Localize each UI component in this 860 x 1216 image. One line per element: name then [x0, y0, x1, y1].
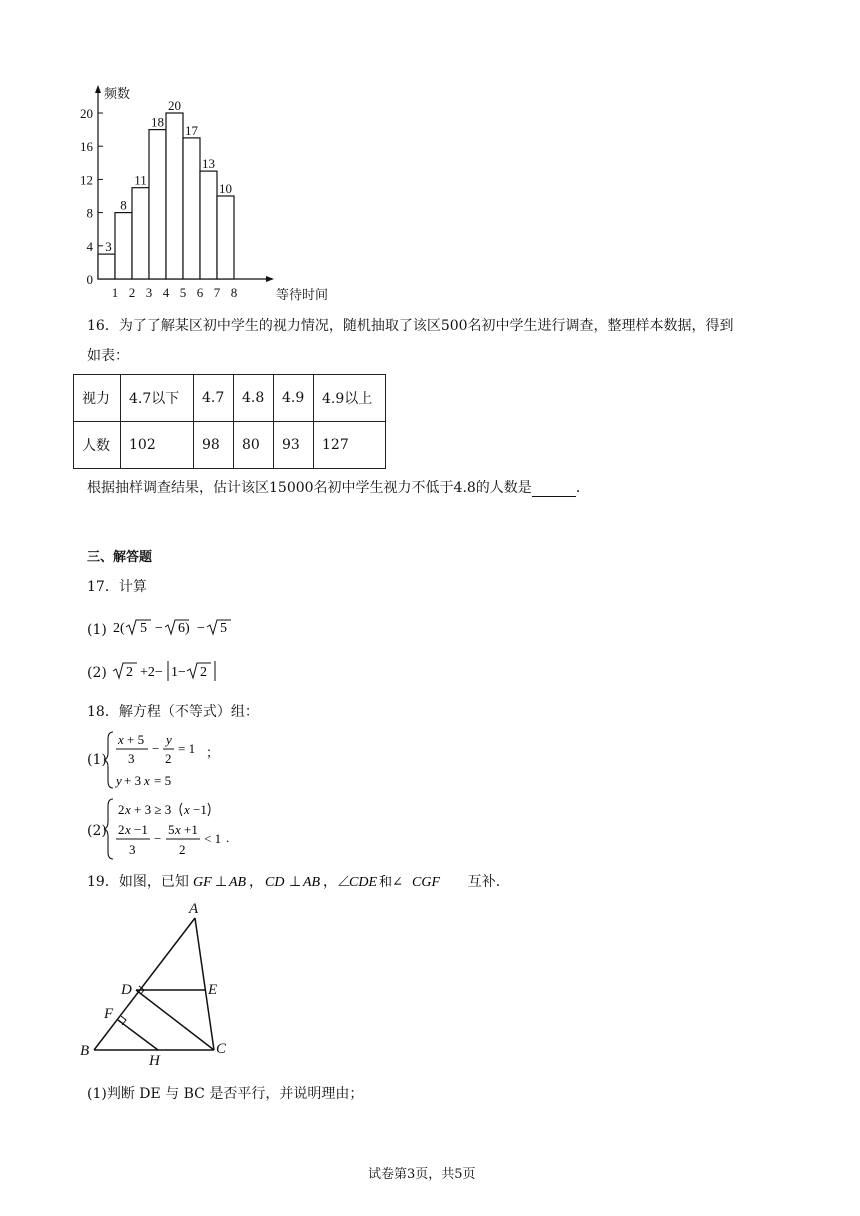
svg-text:−: −	[154, 831, 162, 846]
svg-text:x: x	[125, 802, 131, 817]
q16-question	[87, 479, 590, 497]
point-label: F	[104, 1006, 114, 1022]
svg-text:x: x	[184, 802, 190, 817]
svg-text:AB: AB	[229, 875, 247, 890]
histogram-bar	[98, 254, 115, 279]
table-cell: 80	[234, 422, 274, 469]
svg-text:.: .	[226, 830, 230, 845]
svg-text:−1: −1	[193, 802, 207, 817]
table-cell: 98	[194, 422, 234, 469]
svg-text:；: ；	[206, 745, 220, 760]
histogram-bar	[183, 138, 200, 279]
y-axis-label: 频数	[104, 86, 131, 101]
x-axis-arrow	[266, 276, 274, 282]
table-cell: 视力	[74, 375, 121, 422]
svg-text:+ 3 ≥ 3: + 3 ≥ 3	[134, 802, 172, 817]
svg-text:6): 6)	[178, 621, 190, 636]
q18-part1-label: (1)	[87, 752, 107, 768]
svg-text:1−: 1−	[171, 665, 187, 680]
svg-text:x: x	[175, 822, 181, 837]
svg-text:+2−: +2−	[140, 665, 164, 680]
q17-title: 17．计算	[87, 579, 147, 595]
q18-part1-system	[104, 729, 284, 791]
q17-part1	[87, 617, 241, 639]
bar-value-label: 18	[151, 114, 164, 130]
svg-text:GF: GF	[193, 875, 212, 890]
svg-text:和∠: 和∠	[379, 875, 404, 890]
svg-text:−1: −1	[134, 822, 148, 837]
histogram-bar	[166, 113, 183, 279]
svg-text:5: 5	[168, 822, 175, 837]
table-cell: 4.8	[234, 375, 274, 422]
svg-text:+ 3: + 3	[124, 773, 142, 788]
point-label: B	[80, 1043, 90, 1059]
x-tick-label: 3	[145, 285, 153, 300]
x-tick-label: 6	[196, 285, 204, 300]
x-axis-label: 等待时间	[276, 287, 329, 302]
svg-text:y: y	[116, 773, 122, 788]
svg-text:CGF: CGF	[412, 875, 441, 890]
y-axis-arrow	[95, 85, 101, 93]
y-tick-label: 4	[86, 238, 93, 254]
y-tick-label: 20	[80, 106, 93, 121]
q17-part2	[87, 659, 221, 683]
point-label: E	[208, 982, 218, 998]
svg-text:⊥: ⊥	[215, 875, 228, 890]
point-label: H	[149, 1053, 160, 1069]
svg-text:+ 5: + 5	[127, 732, 145, 747]
table-cell: 127	[314, 422, 386, 469]
q19-sub1: (1)判断 DE 与 BC 是否平行，并说明理由；	[87, 1086, 364, 1102]
q16-question-end: ．	[575, 480, 590, 496]
svg-text:3: 3	[129, 842, 136, 857]
q17-part1-label: (1)	[87, 622, 107, 638]
svg-text:−: −	[152, 741, 160, 756]
q19-title-suffix: 互补．	[467, 874, 510, 890]
svg-text:2: 2	[118, 802, 125, 817]
q18-part2-system	[104, 796, 284, 862]
histogram-bar	[149, 130, 166, 279]
q17-part2-formula	[111, 659, 221, 683]
q19-title	[87, 872, 510, 891]
table-cell: 93	[274, 422, 314, 469]
histogram-bar	[132, 188, 149, 279]
table-cell: 4.9	[274, 375, 314, 422]
triangle-figure	[76, 896, 246, 1068]
svg-text:2: 2	[200, 665, 208, 680]
bar-value-label: 10	[219, 181, 232, 196]
bar-value-label: 11	[134, 172, 147, 188]
svg-text:< 1: < 1	[204, 831, 222, 846]
histogram-bar	[115, 213, 132, 279]
table-cell: 102	[121, 422, 194, 469]
bar-value-label: 20	[168, 98, 181, 113]
q16-stem-line1: 16．为了了解某区初中学生的视力情况，随机抽取了该区500名初中学生进行调查，整理样本数据，得到	[87, 318, 734, 334]
bar-value-label: 17	[185, 122, 198, 138]
table-cell: 4.7	[194, 375, 234, 422]
q18-part2-label: (2)	[87, 823, 107, 839]
y-tick-label: 12	[80, 172, 93, 188]
svg-text:2: 2	[165, 751, 172, 766]
x-tick-label: 7	[213, 285, 221, 300]
y-tick-label: 16	[80, 139, 93, 155]
x-tick-label: 4	[162, 285, 170, 300]
x-tick-label: 2	[128, 285, 136, 300]
svg-text:AB: AB	[303, 875, 321, 890]
y-tick-label: 0	[86, 272, 93, 287]
table-cell: 4.7以下	[121, 375, 194, 422]
svg-text:y: y	[166, 732, 172, 747]
q17-part2-label: (2)	[87, 665, 107, 681]
section-heading: 三、解答题	[87, 550, 153, 565]
svg-text:+1: +1	[184, 822, 198, 837]
svg-text:，: ，	[249, 875, 264, 890]
svg-text:= 1: = 1	[178, 741, 196, 756]
q16-question-text: 根据抽样调查结果，估计该区15000名初中学生视力不低于4.8的人数是	[87, 480, 532, 496]
svg-text:= 5: = 5	[154, 773, 172, 788]
svg-text:2: 2	[126, 665, 134, 680]
bar-value-label: 3	[105, 239, 112, 255]
svg-text:x: x	[125, 822, 131, 837]
svg-text:−: −	[197, 621, 206, 636]
q16-stem-line2: 如表：	[87, 348, 129, 364]
q18-title: 18．解方程（不等式）组：	[87, 704, 259, 720]
table-header-row	[74, 375, 386, 422]
point-label: C	[216, 1041, 227, 1057]
histogram-bar	[200, 171, 217, 279]
y-tick-label: 8	[86, 205, 93, 221]
svg-text:CD: CD	[265, 875, 285, 890]
x-tick-label: 8	[230, 285, 238, 300]
x-tick-label: 5	[179, 285, 187, 300]
svg-text:2: 2	[118, 822, 125, 837]
answer-blank[interactable]	[532, 482, 576, 497]
svg-text:⊥: ⊥	[289, 875, 302, 890]
histogram-bar	[217, 196, 234, 279]
x-tick-label: 1	[111, 285, 119, 300]
bar-value-label: 13	[202, 156, 215, 172]
svg-text:−: −	[155, 621, 164, 636]
page-footer: 试卷第3页，共5页	[368, 1167, 476, 1182]
svg-text:5: 5	[140, 621, 148, 636]
svg-text:2(: 2(	[113, 621, 125, 636]
svg-text:CDE: CDE	[349, 875, 378, 890]
histogram-chart	[70, 80, 329, 305]
q19-title-prefix: 19．如图，已知	[87, 874, 189, 890]
point-label: D	[121, 982, 132, 998]
q17-part1-formula	[111, 617, 241, 639]
svg-text:x: x	[144, 773, 150, 788]
q19-conditions	[193, 872, 463, 890]
table-cell: 人数	[74, 422, 121, 469]
svg-text:，∠: ，∠	[323, 875, 352, 890]
table-cell: 4.9以上	[314, 375, 386, 422]
bar-value-label: 8	[120, 197, 127, 213]
vision-table	[73, 374, 386, 469]
svg-text:2: 2	[179, 842, 186, 857]
point-label: A	[189, 901, 199, 917]
svg-text:5: 5	[220, 621, 228, 636]
table-row	[74, 422, 386, 469]
svg-text:3: 3	[128, 751, 135, 766]
svg-text:x: x	[118, 732, 124, 747]
